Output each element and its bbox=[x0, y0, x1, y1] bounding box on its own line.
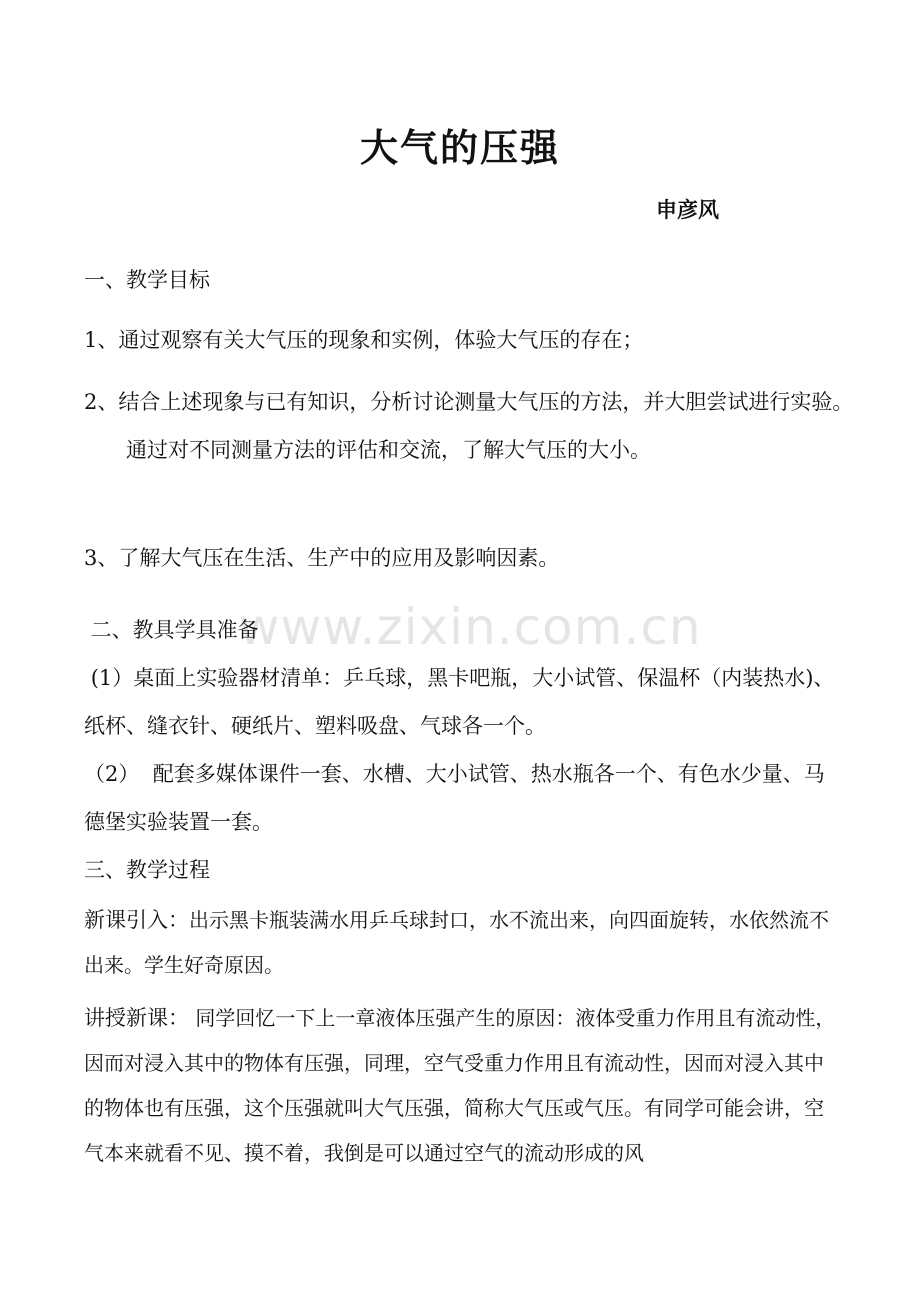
author-name: 申彦风 bbox=[656, 198, 719, 222]
objective-item-3: 3、了解大气压在生活、生产中的应用及影响因素。 bbox=[84, 546, 560, 570]
prep-item-1: (1）桌面上实验器材清单：乒乓球，黑卡吧瓶，大小试管、保温杯（内装热水)、纸杯、缝衣针、硬纸片、塑料吸盘、气球各一个。 bbox=[84, 666, 835, 738]
lecture-paragraph bbox=[84, 996, 840, 1176]
section-heading-objectives: 一、教学目标 bbox=[84, 268, 210, 292]
section-heading-process: 三、教学过程 bbox=[84, 858, 210, 882]
prep-item-2: （2） 配套多媒体课件一套、水槽、大小试管、热水瓶各一个、有色水少量、马德堡实验装置一套。 bbox=[84, 762, 825, 834]
intro-label: 新课引入： bbox=[84, 908, 189, 932]
document-title: 大气的压强 bbox=[359, 126, 560, 170]
section-heading-preparation: 二、教具学具准备 bbox=[84, 618, 259, 642]
objective-item-2: 2、结合上述现象与已有知识，分析讨论测量大气压的方法，并大胆尝试进行实验。通过对不同测量方法的评估和交流，了解大气压的大小。 bbox=[84, 390, 854, 462]
intro-text: 出示黑卡瓶装满水用乒乓球封口，水不流出来，向四面旋转，水依然流不出来。学生好奇原因。 bbox=[84, 908, 829, 977]
lecture-text: 同学回忆一下上一章液体压强产生的原因：液体受重力作用且有流动性，因而对浸入其中的物体有压强，同理，空气受重力作用且有流动性，因而对浸入其中的物体也有压强，这个压强就叫大气压强，简称大气压或气压。有同学可能会讲，空气本来就看不见、摸不着，我倒是可以通过空气的流动形成的风 bbox=[84, 1006, 836, 1165]
lecture-label: 讲授新课： bbox=[84, 1006, 189, 1030]
objective-item-1: 1、通过观察有关大气压的现象和实例，体验大气压的存在； bbox=[84, 328, 644, 352]
intro-paragraph bbox=[84, 898, 840, 988]
watermark-text: www.zixin.com.cn bbox=[238, 598, 702, 656]
